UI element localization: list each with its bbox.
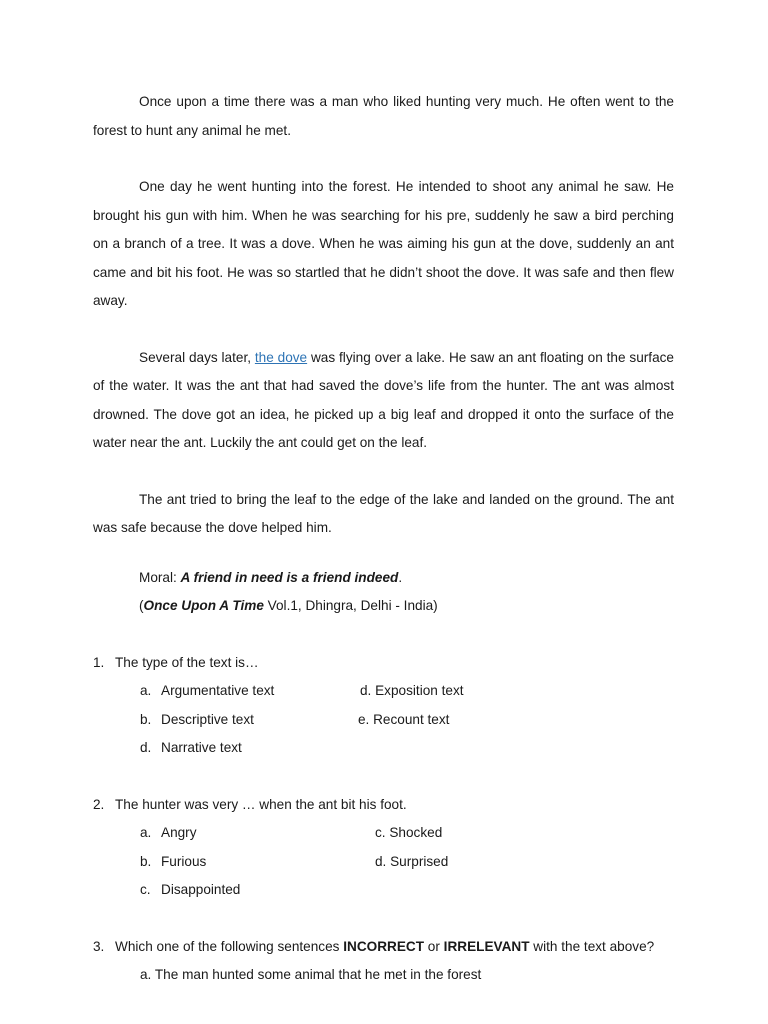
option-recount: e. Recount text	[358, 711, 450, 727]
question-2	[93, 791, 674, 905]
source-line	[139, 592, 674, 621]
source-title: Once Upon A Time	[143, 598, 264, 613]
question-1-option-row-2	[93, 706, 674, 735]
question-3-number: 3.	[93, 938, 105, 954]
question-1	[93, 649, 674, 763]
source-details: Vol.1, Dhingra, Delhi - India)	[263, 598, 438, 613]
option-label: c.	[140, 882, 151, 897]
option-shocked: c. Shocked	[375, 825, 443, 840]
option-angry: Angry	[161, 825, 197, 840]
option-hunted-animal: a. The man hunted some animal that he met in the forest	[140, 967, 482, 982]
moral-line	[139, 564, 674, 593]
story-paragraph-3	[93, 344, 674, 458]
question-2-option-row-2	[93, 848, 674, 877]
question-2-number: 2.	[93, 796, 105, 812]
document-page	[93, 88, 674, 990]
question-3-or: or	[424, 938, 444, 954]
option-label: d.	[140, 740, 152, 755]
story-paragraph-4: The ant tried to bring the leaf to the edge of the lake and landed on the ground. The ant was safe because the dove helped him.	[93, 491, 674, 535]
question-3-text-start: Which one of the following sentences	[115, 938, 344, 954]
moral-text: A friend in need is a friend indeed	[180, 569, 399, 585]
question-2-option-row-3	[93, 876, 674, 905]
option-surprised: d. Surprised	[375, 853, 449, 869]
question-3-stem	[93, 933, 674, 962]
question-1-stem	[93, 649, 674, 678]
question-1-option-row-1	[93, 677, 674, 706]
moral-period: .	[398, 569, 403, 585]
option-furious: Furious	[161, 853, 207, 869]
option-argumentative: Argumentative text	[161, 683, 275, 698]
question-1-number: 1.	[93, 654, 105, 670]
option-label: a.	[140, 825, 152, 840]
option-descriptive: Descriptive text	[161, 711, 254, 727]
option-label: b.	[140, 711, 152, 727]
question-1-options	[93, 677, 674, 763]
option-narrative: Narrative text	[161, 740, 242, 755]
question-1-text: The type of the text is…	[115, 654, 259, 670]
option-disappointed: Disappointed	[161, 882, 241, 897]
the-dove-link[interactable]: the dove	[254, 349, 308, 365]
source-open-paren: (	[139, 598, 144, 613]
question-2-stem	[93, 791, 674, 820]
option-exposition: d. Exposition text	[360, 683, 464, 698]
option-label: a.	[140, 683, 152, 698]
question-2-text: The hunter was very … when the ant bit his foot.	[115, 796, 407, 812]
question-3-text-end: with the text above?	[529, 938, 655, 954]
question-2-options	[93, 819, 674, 905]
question-2-option-row-1	[93, 819, 674, 848]
option-label: b.	[140, 853, 152, 869]
story-paragraph-3-rest: was flying over a lake. He saw an ant floating on the surface of the water. It was the ant that had saved the dove’s life from the hunter. The ant was almost drowned. The dove got an idea, he picked up a big leaf and dropped it onto the surface of the water near the ant. Luckily the ant could get on the leaf.	[93, 349, 674, 450]
moral-label: Moral:	[139, 569, 181, 585]
question-3-incorrect: INCORRECT	[343, 938, 425, 954]
question-3-irrelevant: IRRELEVANT	[443, 938, 530, 954]
question-3-option-row-1	[93, 961, 674, 990]
question-1-option-row-3	[93, 734, 674, 763]
question-3-options	[93, 961, 674, 990]
moral-block	[93, 564, 674, 621]
question-3	[93, 933, 674, 990]
story-paragraph-2: One day he went hunting into the forest. He intended to shoot any animal he saw. He brought his gun with him. When he was searching for his pre, suddenly he saw a bird perching on a branch of a tree. It was a dove. When he was aiming his gun at the dove, suddenly an ant came and bit his foot. He was so startled that he didn’t shoot the dove. It was safe and then flew away.	[93, 179, 674, 308]
story-paragraph-3-start: Several days later,	[139, 349, 255, 365]
story-paragraph-1: Once upon a time there was a man who liked hunting very much. He often went to the forest to hunt any animal he met.	[93, 94, 674, 138]
